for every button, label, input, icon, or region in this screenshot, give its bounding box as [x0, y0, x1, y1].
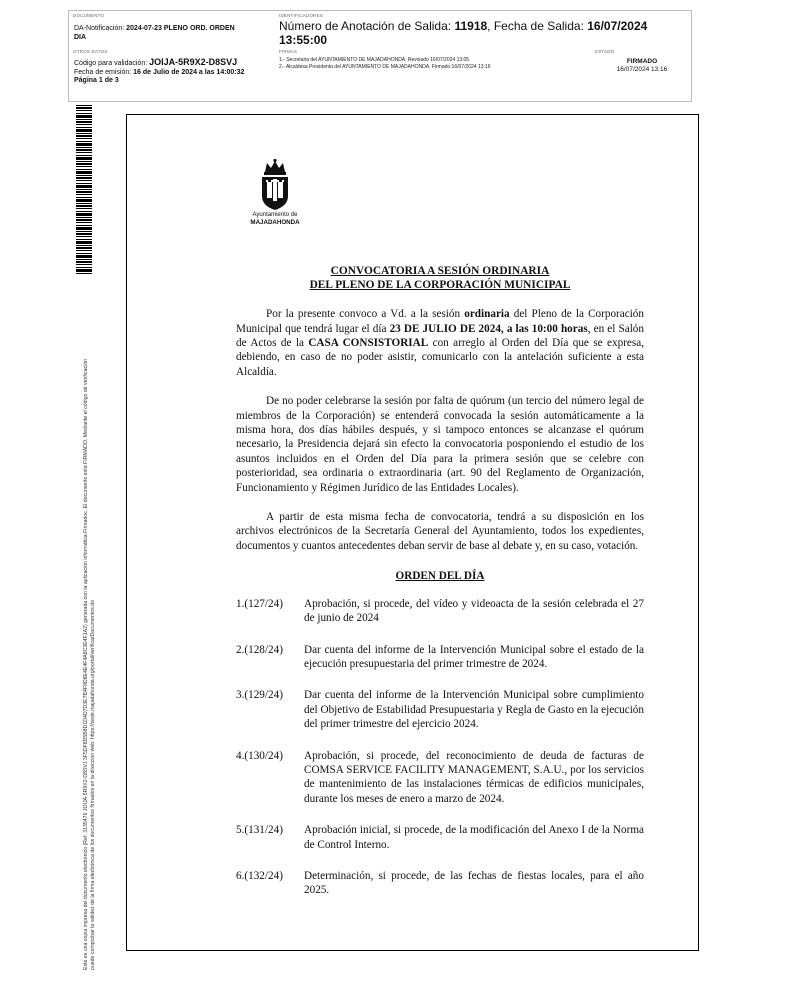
document-header-table [68, 10, 692, 102]
agenda-item-text: Aprobación, si procede, del vídeo y videoacta de la sesión celebrada el 27 de junio de 2024 [304, 597, 644, 625]
agenda-item [236, 869, 644, 898]
majadahonda-crest-icon [253, 158, 297, 212]
agenda-item [236, 823, 644, 852]
crest-caption: Ayuntamiento de MAJADAHONDA [250, 212, 300, 226]
agenda-item [236, 643, 644, 672]
estado-label: ESTADO [595, 49, 615, 54]
orden-del-dia-title: ORDEN DEL DÍA [395, 570, 485, 583]
firma-2: 2.- Alcaldesa Presidenta del AYUNTAMIENTO DE MAJADAHONDA. Firmado 16/07/2024 13:16 [279, 63, 491, 70]
header-estado-cell [591, 47, 693, 103]
paragraph-convocatoria: Por la presente convoco a Vd. a la sesión ordinaria del Pleno de la Corporación Municipal que tendrá lugar el día 23 DE JULIO DE 2024, a las 10:00 horas, en el Salón de Actos de la CASA CONSISTORIAL con arreglo al Orden del Día que se expresa, debiendo, en caso de no poder asistir, comunicarlo con la antelación suficiente a esta Alcaldía. [236, 308, 644, 378]
agenda-item-text: Dar cuenta del informe de la Intervención Municipal sobre el estado de la ejecución presupuestaria del primer trimestre de 2024. [304, 643, 644, 670]
paragraph-archivos: A partir de esta misma fecha de convocatoria, tendrá a su disposición en los archivos electrónicos de la Secretaría General del Ayuntamiento, todos los expedientes, documentos y cuantos antecedentes deban servir de base al debate y, en su caso, votación. [236, 511, 644, 552]
paragraph-quorum: De no poder celebrarse la sesión por falta de quórum (un tercio del número legal de miembros de la Corporación) se entenderá convocada la sesión automáticamente a la misma hora, dos días hábiles después, y si tampoco entonces se alcanzase el quórum necesario, la Presidencia dejará sin efecto la convocatoria posponiendo el estudio de los asuntos incluidos en el Orden del Día para la primera sesión que se celebre con posterioridad, sea ordinaria o extraordinaria (art. 90 del Reglamento de Organización, Funcionamiento y Régimen Jurídico de las Entidades Locales). [236, 395, 644, 494]
identificadores-value: Número de Anotación de Salida: 11918, Fecha de Salida: 16/07/2024 13:55:00 [279, 19, 648, 47]
agenda-item-text: Dar cuenta del informe de la Intervención Municipal sobre cumplimiento del Objetivo de Estabilidad Presupuestaria y Regla de Gasto en la ejecución del primer trimestre del ejercicio 2024. [304, 689, 644, 731]
header-otros-datos-cell [69, 47, 275, 103]
agenda-item-text: Aprobación inicial, si procede, de la modificación del Anexo I de la Norma de Control Interno. [304, 824, 644, 851]
identificadores-label: IDENTIFICADORES [279, 13, 324, 18]
firma-1: 1.- Secretaria del AYUNTAMIENTO DE MAJADAHONDA. Revisado 16/07/2024 13:05 [279, 57, 470, 63]
agenda-item [236, 688, 644, 731]
header-documento-cell [69, 11, 275, 47]
agenda-item-number: 2.(128/24) [236, 643, 283, 656]
page-count: Página 1 de 3 [74, 77, 119, 84]
agenda-item-text: Determinación, si procede, de las fechas de fiestas locales, para el año 2025. [304, 869, 644, 897]
otros-datos-label: OTROS DATOS [73, 49, 108, 54]
document-body [236, 265, 644, 915]
agenda-item [236, 597, 644, 626]
documento-label: DOCUMENTO [73, 13, 105, 18]
agenda-list [236, 597, 644, 898]
agenda-item-number: 6.(132/24) [236, 869, 283, 882]
agenda-item-text: Aprobación, si procede, del reconocimiento de deuda de facturas de COMSA SERVICE FACILITY MANAGEMENT, S.A.U., por los servicios de mantenimiento de las instalaciones térmicas de edificios municipales, durante los meses de enero a marzo de 2024. [304, 749, 644, 805]
documento-value: DA-Notificación: 2024-07-23 PLENO ORD. ORDEN DIA [74, 25, 235, 41]
agenda-item [236, 749, 644, 807]
firmas-list [279, 57, 490, 70]
validation-code: JOIJA-5R9X2-D8SVJ [149, 57, 238, 67]
agenda-item-number: 4.(130/24) [236, 749, 283, 762]
firmas-label: FIRMAS [279, 49, 298, 54]
verification-side-text: Este es una copia impresa del documento electrónico (Ref: 3135476 JOIJA-5R9X2-D8SVJ 3F5DF8D5B8D1D4D7D3E7B4F9D8E4E4F4A8C3E4F1A2) generada con la aplicación informática Firmadoc. El documento está FIRMADO. Mediante el código de verificación puede comprobar la validez de la firma electrónica de los documentos firmados en la dirección web: https://sede.majadahonda.org/portal/verificarDocumentos.do [83, 359, 96, 970]
header-identificadores-cell [275, 11, 693, 47]
agenda-item-number: 3.(129/24) [236, 689, 283, 702]
agenda-item-number: 1.(127/24) [236, 597, 283, 610]
document-title: CONVOCATORIA A SESIÓN ORDINARIA DEL PLENO DE LA CORPORACIÓN MUNICIPAL [309, 265, 571, 291]
otros-datos-value: Código para validación: JOIJA-5R9X2-D8SVJ Fecha de emisión: 16 de Julio de 2024 a las 14:00:32 Página 1 de 3 [74, 57, 245, 84]
estado-value: FIRMADO 16/07/2024 13:16 [616, 58, 668, 73]
agenda-item-number: 5.(131/24) [236, 824, 283, 837]
barcode-icon [76, 105, 92, 275]
header-firmas-cell [275, 47, 591, 103]
